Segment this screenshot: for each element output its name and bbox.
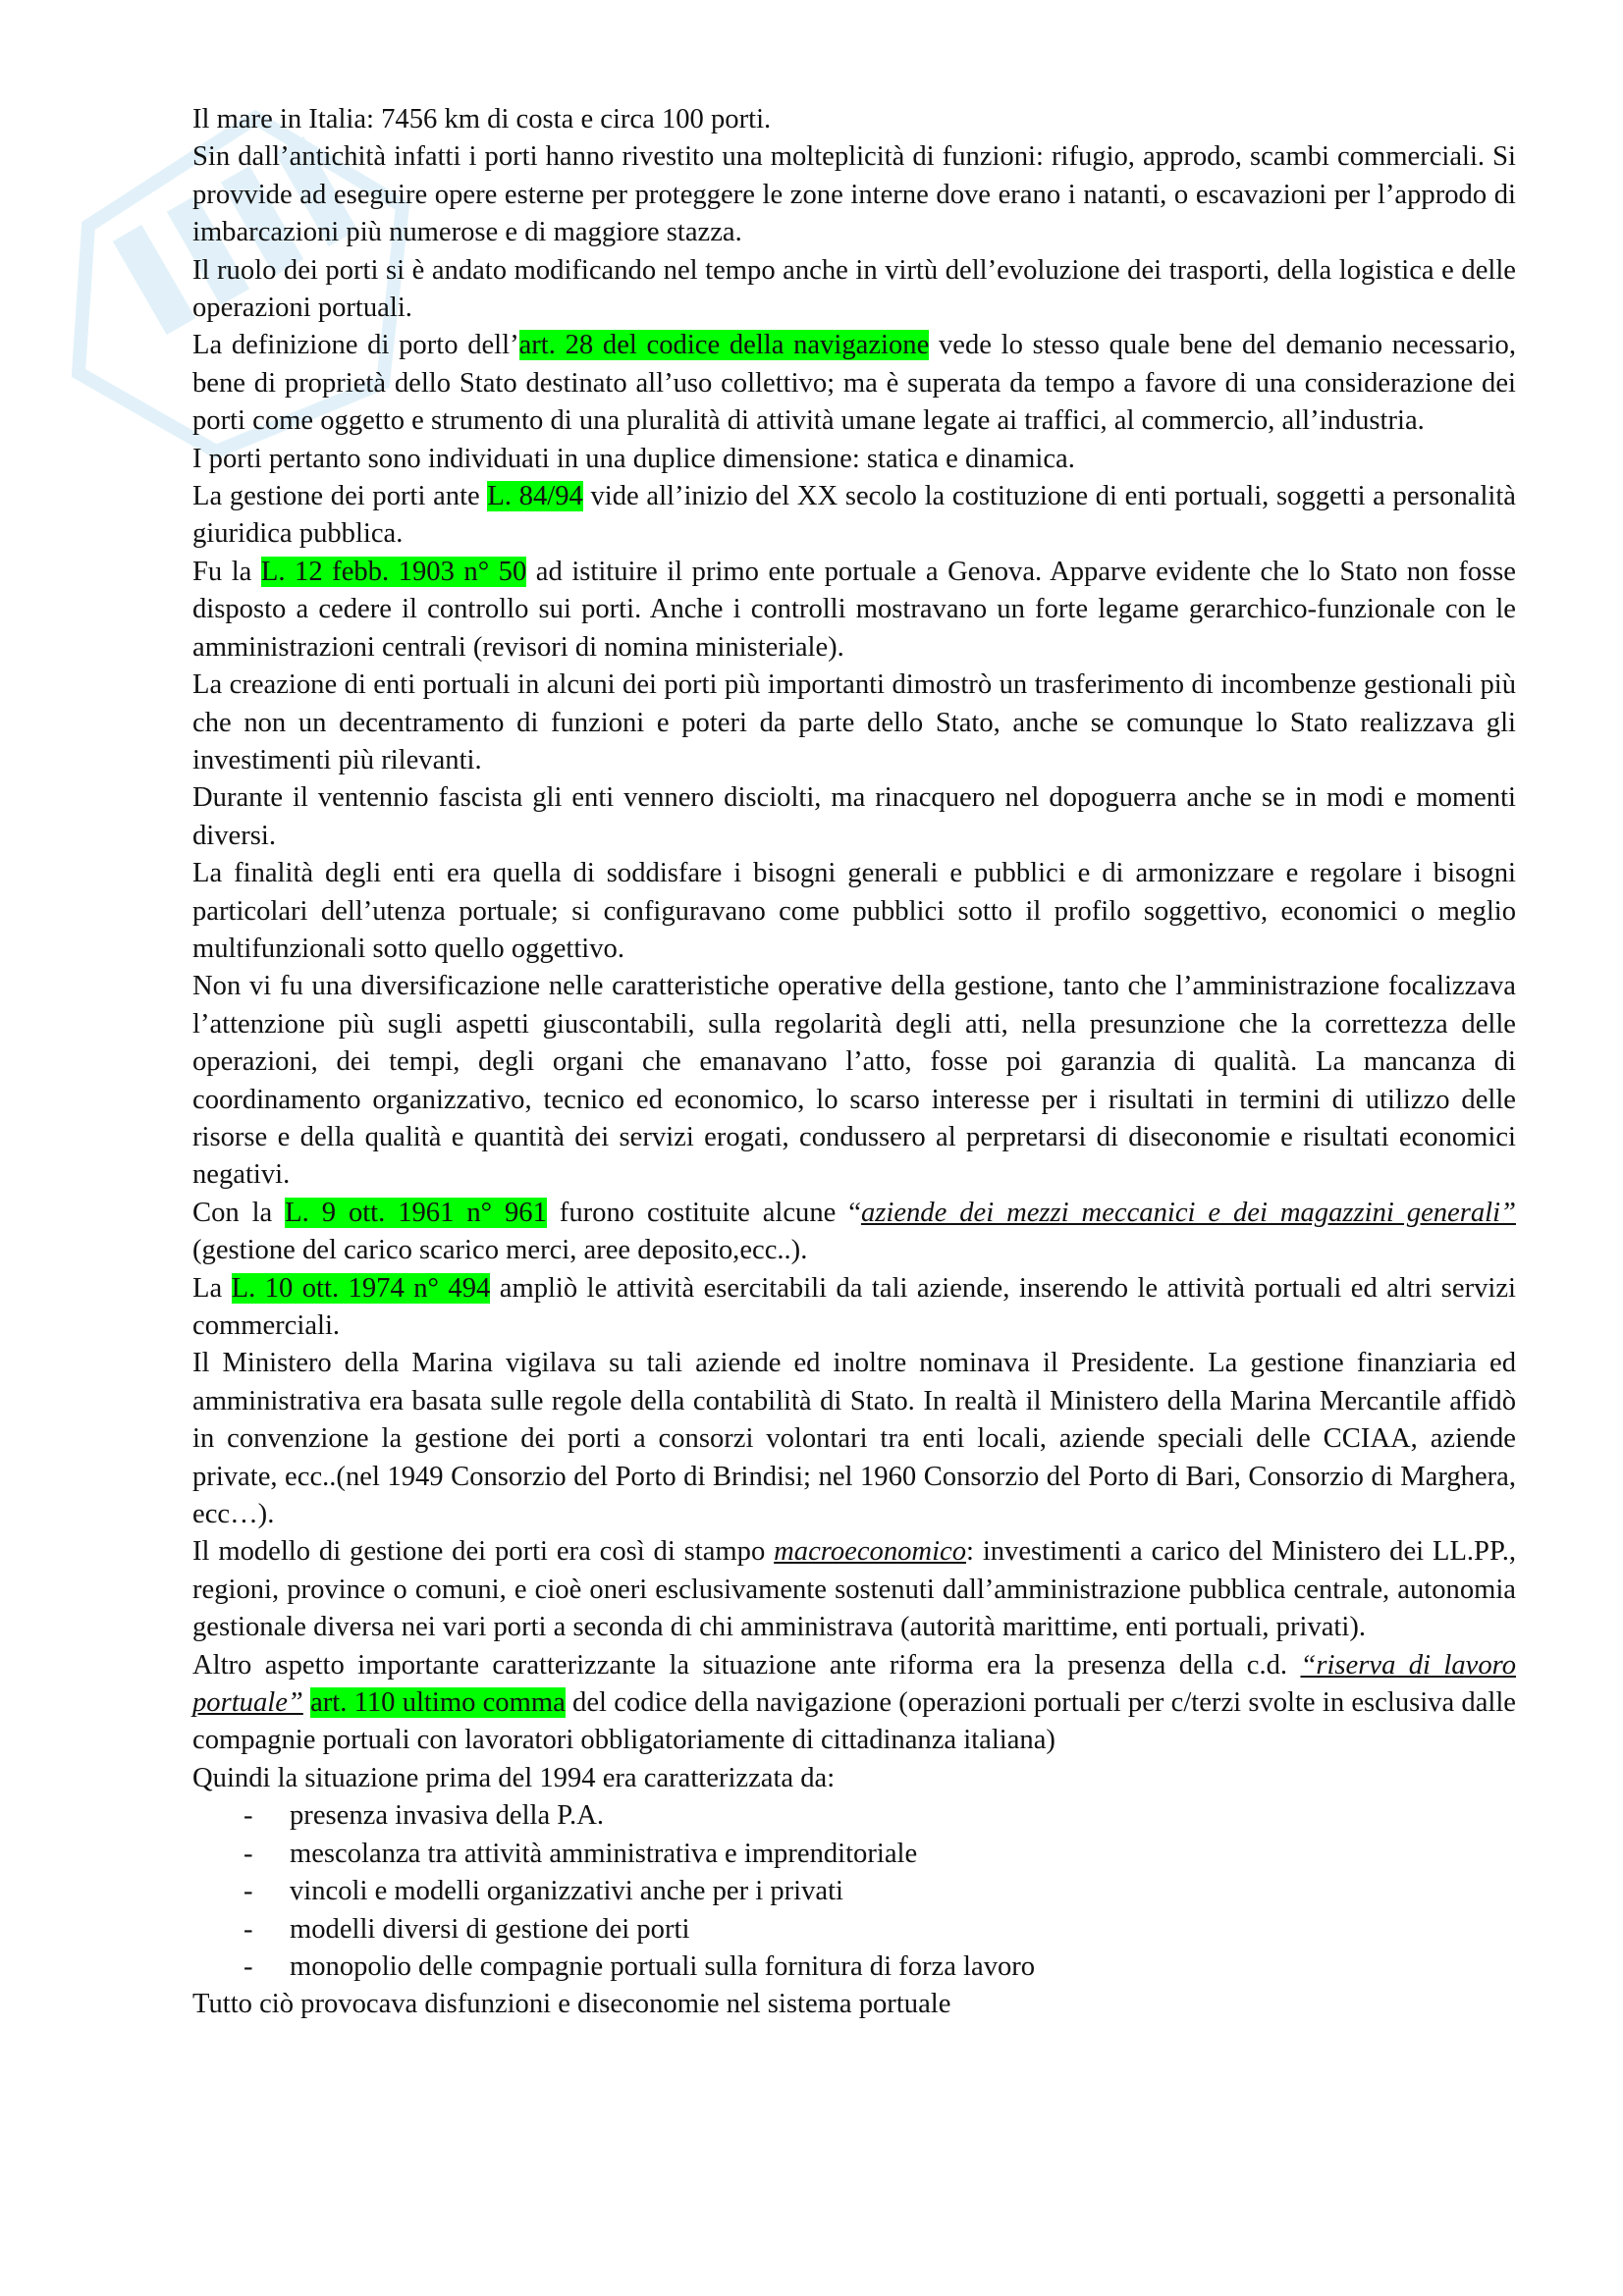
paragraph-closing: Tutto ciò provocava disfunzioni e diseconomie nel sistema portuale	[192, 1989, 951, 2020]
paragraph: Fu la L. 12 febb. 1903 n° 50 ad istituire il primo ente portuale a Genova. Apparve evidente che lo Stato non fosse disposto a cedere il controllo sui porti. Anche i controlli mostravano un forte legame gerarchico-funzionale con le amministrazioni centrali (revisori di nomina ministeriale).	[192, 556, 1516, 663]
paragraph: La L. 10 ott. 1974 n° 494 ampliò le attività esercitabili da tali aziende, inserendo le attività portuali ed altri servizi commerciali.	[192, 1272, 1516, 1341]
dash-marker: -	[243, 1800, 253, 1832]
paragraph: La definizione di porto dell’art. 28 del codice della navigazione vede lo stesso quale bene del demanio necessario, bene di proprietà dello Stato destinato all’uso collettivo; ma è superata da tempo a favore di una considerazione dei porti come oggetto e strumento di una pluralità di attività umane legate ai traffici, al commercio, all’industria.	[192, 330, 1516, 437]
highlighted-reference: L. 12 febb. 1903 n° 50	[260, 556, 527, 587]
paragraph: La gestione dei porti ante L. 84/94 vide all’inizio del XX secolo la costituzione di enti portuali, soggetti a personalità giuridica pubblica.	[192, 481, 1516, 550]
dash-marker: -	[243, 1950, 253, 1982]
paragraph: Quindi la situazione prima del 1994 era caratterizzata da:	[192, 1762, 836, 1793]
paragraph: Con la L. 9 ott. 1961 n° 961 furono costituite alcune “aziende dei mezzi meccanici e dei magazzini generali” (gestione del carico scarico merci, aree deposito,ecc..).	[192, 1197, 1516, 1266]
list-item: - monopolio delle compagnie portuali sulla fornitura di forza lavoro	[192, 1949, 1516, 1986]
highlighted-reference: L. 10 ott. 1974 n° 494	[231, 1272, 491, 1304]
paragraph: Durante il ventennio fascista gli enti vennero disciolti, ma rinacquero nel dopoguerra anche se in modi e momenti diversi.	[192, 782, 1516, 851]
italic-term: “riserva di lavoro portuale”	[192, 1649, 1517, 1719]
list-item: - presenza invasiva della P.A.	[192, 1797, 1516, 1835]
italic-term: macroeconomico	[774, 1536, 966, 1568]
paragraph: Non vi fu una diversificazione nelle caratteristiche operative della gestione, tanto che l’amministrazione focalizzava l’attenzione più sugli aspetti giuscontabili, sulla regolarità degli atti, nella presunzione che la correttezza delle operazioni, dei tempi, degli organi che emanavano l’atto, fosse poi garanzia di qualità. La mancanza di coordinamento organizzativo, tecnico ed economico, lo scarso interesse per i risultati in termini di utilizzo delle risorse e della qualità e quantità dei servizi erogati, condussero al perpretarsi di diseconomie e risultati economici negativi.	[192, 971, 1516, 1191]
paragraph: Il modello di gestione dei porti era così di stampo macroeconomico: investimenti a carico del Ministero dei LL.PP., regioni, province o comuni, e cioè oneri esclusivamente sostenuti dall’amministrazione pubblica centrale, autonomia gestionale diversa nei vari porti a seconda di chi amministrava (autorità marittime, enti portuali, privati).	[192, 1536, 1516, 1643]
dash-marker: -	[243, 1876, 253, 1907]
highlighted-reference: L. 84/94	[487, 481, 583, 512]
paragraph: Il Ministero della Marina vigilava su tali aziende ed inoltre nominava il Presidente. La gestione finanziaria ed amministrativa era basata sulle regole della contabilità di Stato. In realtà il Ministero della Marina Mercantile affidò in convenzione la gestione dei porti a consorzi volontari tra enti locali, aziende speciali delle CCIAA, aziende private, ecc..(nel 1949 Consorzio del Porto di Brindisi; nel 1960 Consorzio del Porto di Bari, Consorzio di Marghera, ecc…).	[192, 1348, 1516, 1530]
italic-term: aziende dei mezzi meccanici e dei magazzini generali”	[860, 1197, 1516, 1228]
list-item: - vincoli e modelli organizzativi anche per i privati	[192, 1873, 1516, 1910]
paragraph-intro: Il mare in Italia: 7456 km di costa e circa 100 porti.	[192, 104, 772, 134]
highlighted-reference: art. 28 del codice della navigazione	[518, 330, 930, 361]
dash-marker: -	[243, 1913, 253, 1945]
paragraph: Il ruolo dei porti si è andato modificando nel tempo anche in virtù dell’evoluzione dei trasporti, della logistica e delle operazioni portuali.	[192, 254, 1516, 324]
dash-marker: -	[243, 1838, 253, 1869]
list-item: - modelli diversi di gestione dei porti	[192, 1911, 1516, 1949]
paragraph: Altro aspetto importante caratterizzante la situazione ante riforma era la presenza della c.d. “riserva di lavoro portuale” art. 110 ultimo comma del codice della navigazione (operazioni portuali per c/terzi svolte in esclusiva dalle compagnie portuali con lavoratori obbligatoriamente di cittadinanza italiana)	[192, 1649, 1517, 1756]
paragraph: I porti pertanto sono individuati in una duplice dimensione: statica e dinamica.	[192, 443, 1075, 474]
bullet-list	[192, 1797, 1516, 1986]
highlighted-reference: art. 110 ultimo comma	[310, 1687, 566, 1719]
list-item: - mescolanza tra attività amministrativa e imprenditoriale	[192, 1836, 1516, 1873]
paragraph: Sin dall’antichità infatti i porti hanno rivestito una molteplicità di funzioni: rifugio, approdo, scambi commerciali. Si provvide ad eseguire opere esterne per proteggere le zone interne dove erano i natanti, o escavazioni per l’approdo di imbarcazioni più numerose e di maggiore stazza.	[192, 141, 1516, 248]
document-page	[192, 101, 1516, 2024]
paragraph: La creazione di enti portuali in alcuni dei porti più importanti dimostrò un trasferimento di incombenze gestionali più che non un decentramento di funzioni e poteri da parte dello Stato, anche se comunque lo Stato realizzava gli investimenti più rilevanti.	[192, 669, 1516, 775]
highlighted-reference: L. 9 ott. 1961 n° 961	[285, 1197, 547, 1228]
paragraph: La finalità degli enti era quella di soddisfare i bisogni generali e pubblici e di armonizzare e regolare i bisogni particolari dell’utenza portuale; si configuravano come pubblici sotto il profilo soggettivo, economici o meglio multifunzionali sotto quello oggettivo.	[192, 858, 1516, 964]
